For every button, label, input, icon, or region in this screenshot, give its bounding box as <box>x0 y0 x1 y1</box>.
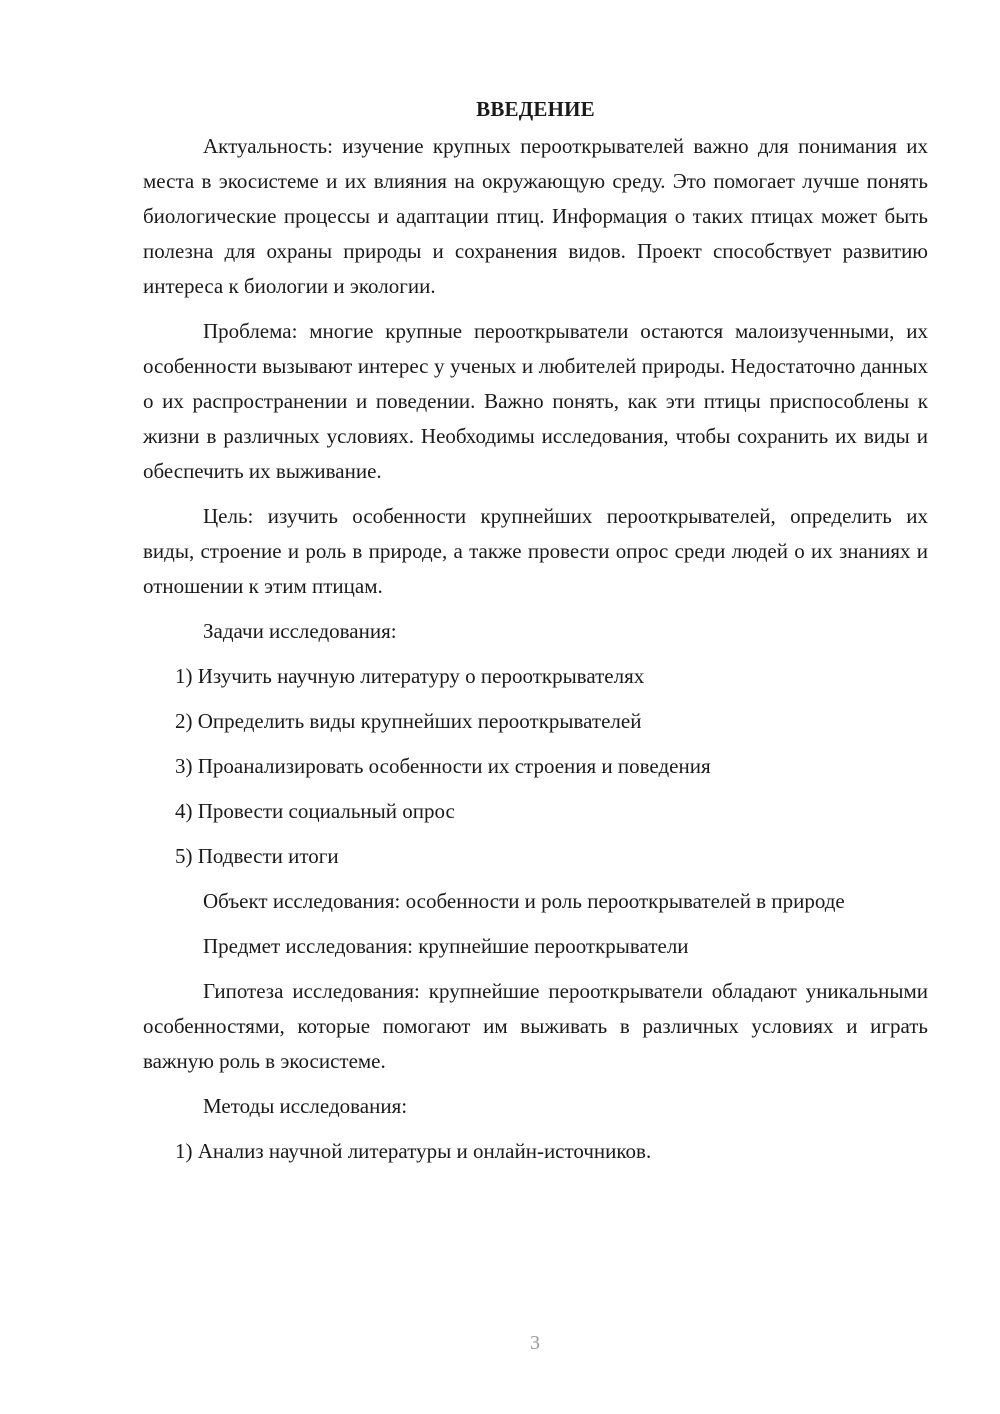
methods-list <box>143 1134 928 1169</box>
task-item: 2) Определить виды крупнейших перооткрывателей <box>175 709 642 733</box>
task-item: 5) Подвести итоги <box>175 844 339 868</box>
tasks-list <box>143 659 928 874</box>
goal-paragraph: Цель: изучить особенности крупнейших перооткрывателей, определить их виды, строение и роль в природе, а также провести опрос среди людей о их знаниях и отношении к этим птицам. <box>143 504 928 598</box>
method-item: 1) Анализ научной литературы и онлайн-источников. <box>175 1139 652 1163</box>
methods-label: Методы исследования: <box>203 1094 408 1118</box>
task-item: 3) Проанализировать особенности их строения и поведения <box>175 754 711 778</box>
section-title: ВВЕДЕНИЕ <box>476 97 595 121</box>
object-paragraph: Объект исследования: особенности и роль перооткрывателей в природе <box>203 889 845 913</box>
subject-paragraph: Предмет исследования: крупнейшие перооткрыватели <box>203 934 689 958</box>
task-item: 1) Изучить научную литературу о перооткрывателях <box>175 664 645 688</box>
page-number: 3 <box>530 1332 540 1354</box>
problem-paragraph: Проблема: многие крупные перооткрыватели остаются малоизученными, их особенности вызывают интерес у ученых и любителей природы. Недостаточно данных о их распространении и поведении. Важно понять, как эти птицы приспособлены к жизни в различных условиях. Необходимы исследования, чтобы сохранить их виды и обеспечить их выживание. <box>143 319 928 483</box>
document-page <box>143 92 928 1179</box>
hypothesis-paragraph: Гипотеза исследования: крупнейшие перооткрыватели обладают уникальными особенностями, которые помогают им выживать в различных условиях и играть важную роль в экосистеме. <box>143 979 928 1073</box>
tasks-label: Задачи исследования: <box>203 619 397 643</box>
task-item: 4) Провести социальный опрос <box>175 799 455 823</box>
relevance-paragraph: Актуальность: изучение крупных перооткрывателей важно для понимания их места в экосистеме и их влияния на окружающую среду. Это помогает лучше понять биологические процессы и адаптации птиц. Информация о таких птицах может быть полезна для охраны природы и сохранения видов. Проект способствует развитию интереса к биологии и экологии. <box>143 134 928 298</box>
